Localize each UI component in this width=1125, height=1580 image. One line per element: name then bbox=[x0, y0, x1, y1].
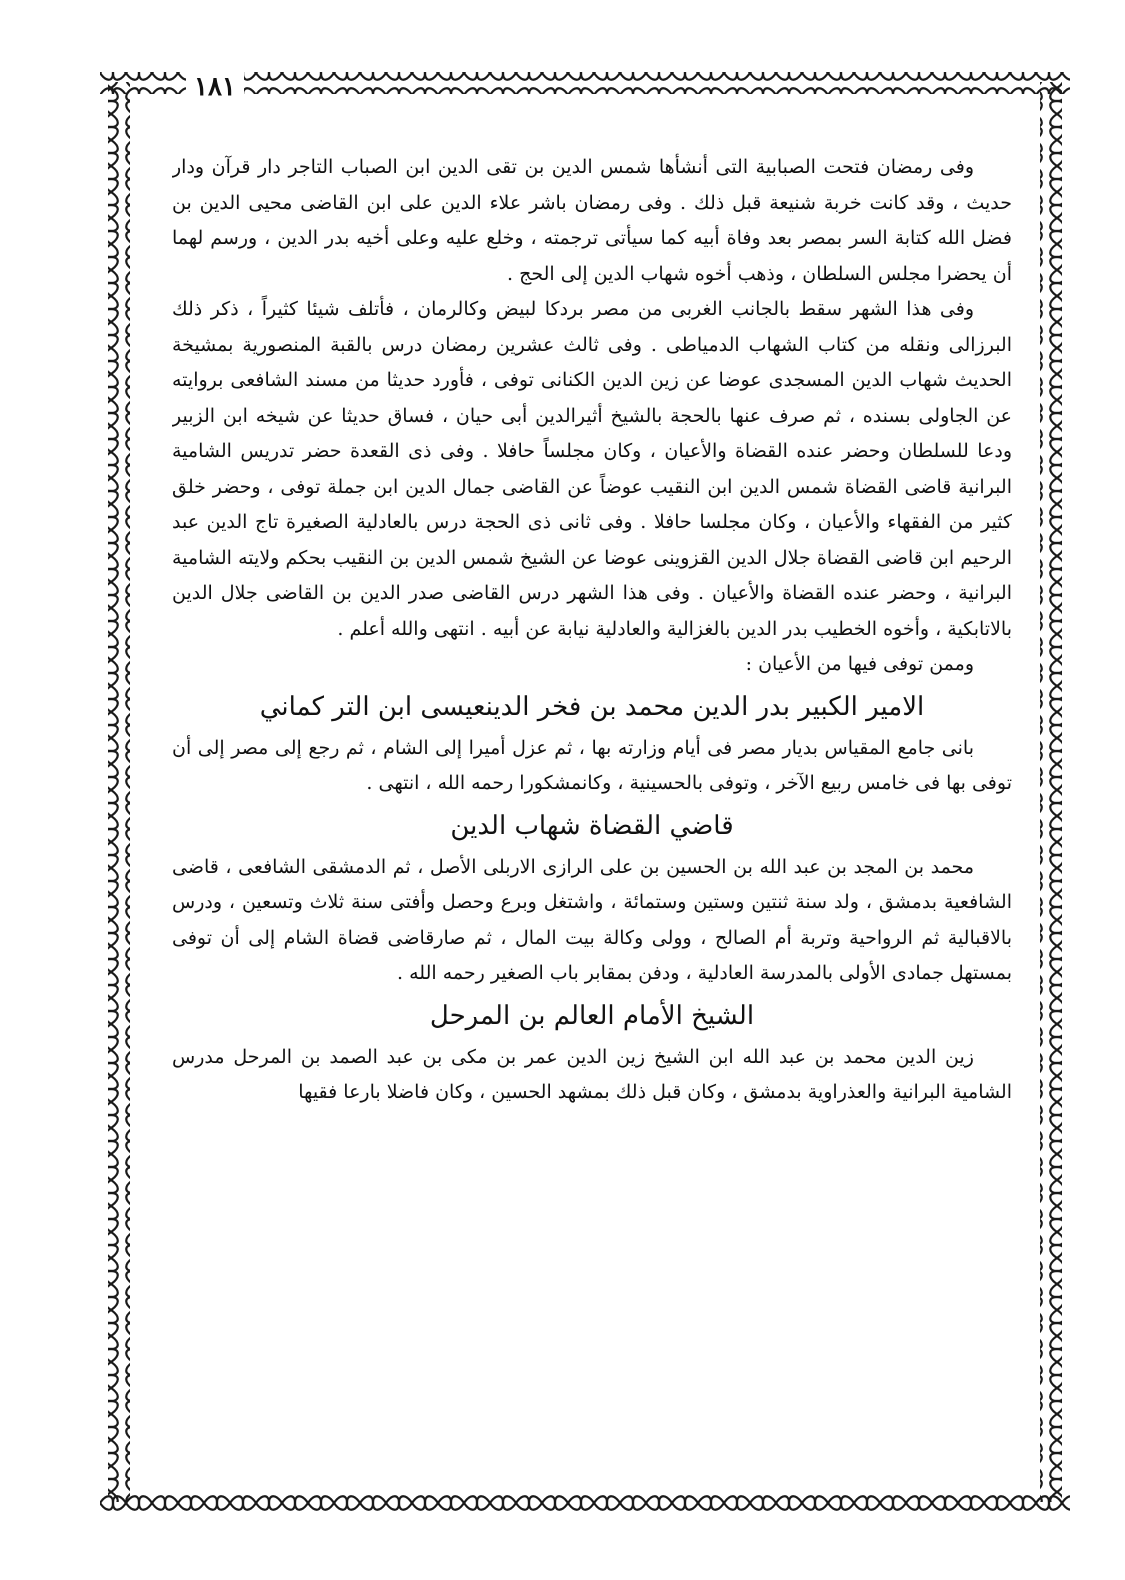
page-number: ١٨١ bbox=[186, 70, 244, 104]
paragraph: محمد بن المجد بن عبد الله بن الحسين بن على الرازى الاربلى الأصل ، ثم الدمشقى الشافعى ، قاضى الشافعية بدمشق ، ولد سنة ثنتين وستين وستمائة ، واشتغل وبرع وحصل وأفتى سنة ثلاث وتسعين ، ودرس بالاقبالية ثم الرواحية وتربة أم الصالح ، وولى وكالة بيت المال ، ثم صارقاضى قضاة الشام إلى أن توفى بمستهل جمادى الأولى بالمدرسة العادلية ، ودفن بمقابر باب الصغير رحمه الله . bbox=[172, 855, 1012, 984]
page-content bbox=[172, 150, 1012, 1470]
page-frame bbox=[100, 62, 1070, 1524]
paragraph: زين الدين محمد بن عبد الله ابن الشيخ زين الدين عمر بن مكى بن عبد الصمد بن المرحل مدرس الشامية البرانية والعذراوية بدمشق ، وكان قبل ذلك بمشهد الحسين ، وكان فاضلا بارعا فقيها bbox=[172, 1045, 1012, 1103]
section-heading: الشيخ الأمام العالم بن المرحل bbox=[429, 1000, 755, 1031]
section-heading: الامير الكبير بدر الدين محمد بن فخر الدينعيسى ابن التر كماني bbox=[259, 691, 925, 722]
list-intro: وممن توفى فيها من الأعيان : bbox=[745, 653, 974, 675]
section-heading: قاضي القضاة شهاب الدين bbox=[450, 810, 734, 841]
paragraph: وفى رمضان فتحت الصبابية التى أنشأها شمس الدين بن تقى الدين ابن الصباب التاجر دار قرآن ودار حديث ، وقد كانت خربة شنيعة قبل ذلك . وفى رمضان باشر علاء الدين على ابن القاضى محيى الدين بن فضل الله كتابة السر بمصر بعد وفاة أبيه كما سيأتى ترجمته ، وخلع عليه وعلى أخيه بدر الدين ، ورسم لهما أن يحضرا مجلس السلطان ، وذهب أخوه شهاب الدين إلى الحج . bbox=[172, 156, 1012, 285]
paragraph: بانى جامع المقياس بديار مصر فى أيام وزارته بها ، ثم عزل أميرا إلى الشام ، ثم رجع إلى مصر إلى أن توفى بها فى خامس ربيع الآخر ، وتوفى بالحسينية ، وكانمشكورا رحمه الله ، انتهى . bbox=[172, 736, 1012, 794]
paragraph: وفى هذا الشهر سقط بالجانب الغربى من مصر بردكا لبيض وكالرمان ، فأتلف شيئا كثيراً ، ذكر ذلك البرزالى ونقله من كتاب الشهاب الدمياطى . وفى ثالث عشرين رمضان درس بالقبة المنصورية بمشيخة الحديث شهاب الدين المسجدى عوضا عن زين الدين الكنانى توفى ، فأورد حديثا من مسند الشافعى بروايته عن الجاولى بسنده ، ثم صرف عنها بالحجة بالشيخ أثيرالدين أبى حيان ، فساق حديثا عن شيخه ابن الزبير ودعا للسلطان وحضر عنده القضاة والأعيان ، وكان مجلساً حافلا . وفى ذى القعدة حضر تدريس الشامية البرانية قاضى القضاة شمس الدين ابن النقيب عوضاً عن القاضى جمال الدين ابن جملة توفى ، وحضر خلق كثير من الفقهاء والأعيان ، وكان مجلسا حافلا . وفى ثانى ذى الحجة درس بالعادلية الصغيرة تاج الدين عبد الرحيم ابن قاضى القضاة جلال الدين القزوينى عوضا عن الشيخ شمس الدين بن النقيب بحكم ولايته الشامية البرانية ، وحضر عنده القضاة والأعيان . وفى هذا الشهر درس القاضى صدر الدين بن القاضى جلال الدين بالاتابكية ، وأخوه الخطيب بدر الدين بالغزالية والعادلية نيابة عن أبيه . انتهى والله أعلم . bbox=[172, 298, 1012, 640]
